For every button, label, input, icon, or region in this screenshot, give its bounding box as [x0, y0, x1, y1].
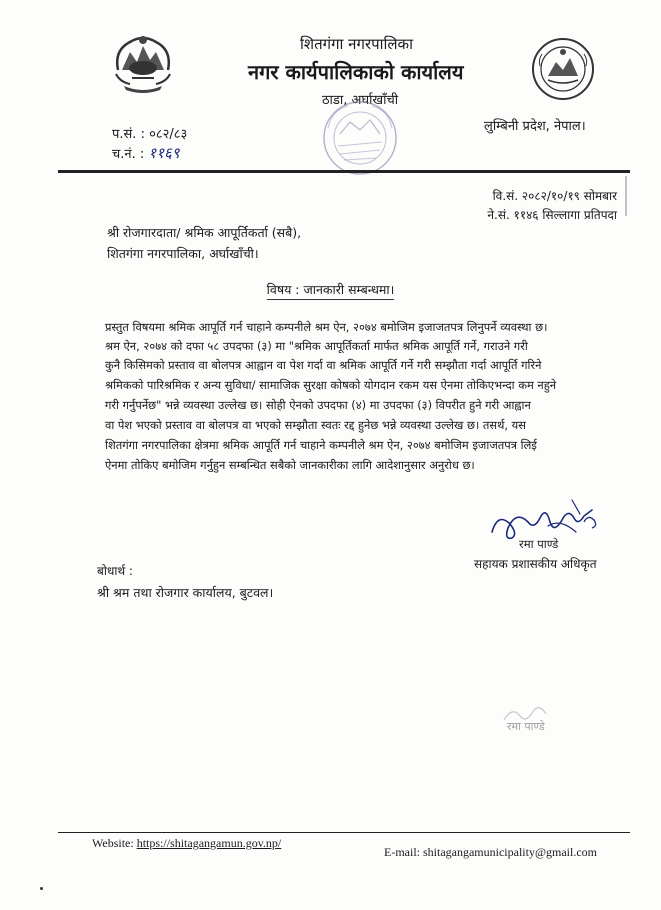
province-name: लुम्बिनी प्रदेश, नेपाल।: [484, 119, 586, 134]
body-line: कुनै किसिमको प्रस्ताव वा बोलपत्र आह्वान वा पेश गर्दा वा श्रमिक आपूर्ति गर्ने गरी सम्झौता गर्दा आपूर्ति गरिने: [105, 358, 542, 372]
footer-email: E-mail: shitagangamunicipality@gmail.com: [384, 845, 597, 859]
subject-text: विषय : जानकारी सम्बन्धमा।: [267, 281, 395, 300]
recipient-line-2: शितगंगा नगरपालिका, अर्घाखाँची।: [107, 246, 259, 261]
footer-divider: [58, 832, 630, 833]
signatory-name: रमा पाण्डे: [519, 537, 559, 551]
body-line: शितगंगा नगरपालिका क्षेत्रमा श्रमिक आपूर्ति गर्न चाहाने कम्पनीले श्रम ऐन, २०७४ बमोजिम इजाजतपत्र लिई: [105, 438, 537, 452]
recipient-line-1: श्री रोजगारदाता/ श्रमिक आपूर्तिकर्ता (सबै),: [107, 225, 302, 240]
reference-cn: [112, 143, 180, 163]
bleed-through-name: रमा पाण्डे: [507, 720, 545, 733]
nepal-coat-of-arms-emblem: [110, 30, 176, 96]
body-line: प्रस्तुत विषयमा श्रमिक आपूर्ति गर्न चाहाने कम्पनीले श्रम ऐन, २०७४ बमोजिम इजाजतपत्र लिनुपर्ने व्यवस्था छ।: [105, 320, 548, 334]
cc-recipient: श्री श्रम तथा रोजगार कार्यालय, बुटवल।: [97, 585, 274, 600]
office-address: ठाडा, अर्घाखाँची: [322, 93, 399, 108]
body-line: ऐनमा तोकिए बमोजिम गर्नुहुन सम्बन्धित सबैको जानकारीका लागि आदेशानुसार अनुरोध छ।: [105, 458, 475, 472]
subject-line: [0, 281, 661, 300]
website-link[interactable]: https://shitagangamun.gov.np/: [136, 836, 282, 850]
municipality-name: शितगंगा नगरपालिका: [300, 35, 413, 53]
website-label: Website:: [92, 836, 134, 850]
footer-website: [92, 836, 281, 851]
date-bikram-sambat: वि.सं. २०८२/१०/१९ सोमबार: [492, 189, 617, 203]
signatory-title: सहायक प्रशासकीय अधिकृत: [474, 557, 597, 571]
reference-ps: प.सं. : ०८२/८३: [112, 127, 188, 142]
header-divider: [58, 170, 630, 173]
body-line: गरी गर्नुपर्नेछ" भन्ने व्यवस्था उल्लेख छ। सोही ऐनको उपदफा (४) मा उपदफा (३) विपरीत हुने गरी आह्वान: [105, 398, 531, 412]
body-line: श्रमिकको पारिश्रमिक र अन्य सुविधा/ सामाजिक सुरक्षा कोषको योगदान रकम यस ऐनमा तोकिएभन्दा कम नहुने: [105, 378, 557, 392]
office-stamp-seal: [318, 98, 402, 180]
office-title: नगर कार्यपालिकाको कार्यालय: [248, 60, 464, 84]
reference-cn-handwritten-number: ११६९: [148, 144, 180, 162]
body-line: श्रम ऐन, २०७४ को दफा ५८ उपदफा (३) मा "श्रमिक आपूर्तिकर्ता मार्फत श्रमिक आपूर्ति गर्ने, गराउने गरी: [105, 339, 528, 353]
reference-cn-label: च.नं. :: [112, 147, 145, 162]
date-nepal-sambat: ने.सं. ११४६ सिल्लागा प्रतिपदा: [487, 208, 617, 222]
municipality-seal-emblem: [530, 36, 596, 102]
cc-label: बोधार्थ :: [97, 564, 133, 578]
body-line: वा पेश भएको प्रस्ताव वा बोलपत्र वा भएको सम्झौता स्वतः रद्द हुनेछ भन्ने व्यवस्था उल्लेख छ। तसर्थ, यस: [105, 418, 526, 432]
scan-artifact-mark: [625, 176, 627, 216]
scan-speck: [40, 887, 43, 890]
